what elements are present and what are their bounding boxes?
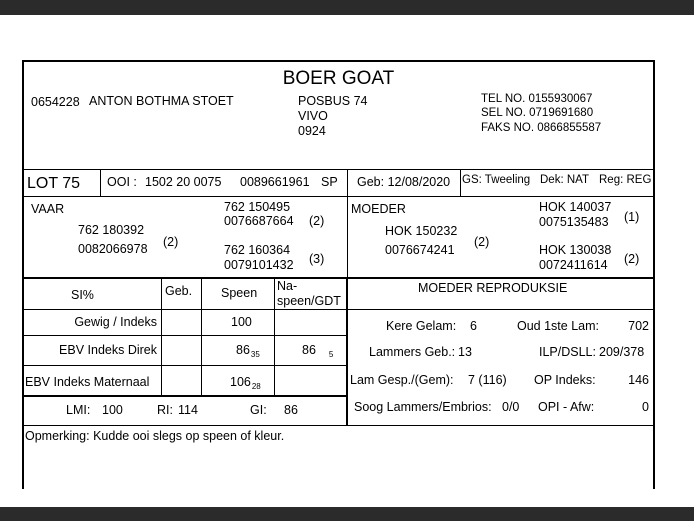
ooi-number: 1502 20 0075: [145, 175, 222, 189]
geb-header: Geb.: [165, 284, 193, 298]
lot-number: LOT 75: [27, 175, 81, 192]
sire-sire-count: (2): [309, 214, 325, 228]
sire-reg: 762 180392: [78, 223, 145, 237]
oud-label: Oud 1ste Lam:: [517, 319, 599, 333]
ooi-tag: SP: [321, 175, 338, 189]
ri-value: 114: [178, 403, 198, 417]
sire-dam-reg: 762 160364: [224, 243, 291, 257]
opi-value: 0: [642, 400, 649, 414]
dam-sire-count: (1): [624, 210, 640, 224]
speen-header: Speen: [221, 286, 258, 300]
address-line-3: 0924: [298, 124, 326, 138]
address-line-2: VIVO: [298, 109, 328, 123]
dam-dam-reg: HOK 130038: [539, 243, 612, 257]
gi-value: 86: [284, 403, 298, 417]
sire-sire-id: 0076687664: [224, 214, 294, 228]
opmerking-note: Opmerking: Kudde ooi slegs op speen of kleur.: [25, 429, 285, 443]
divider: [347, 169, 348, 196]
naspeen-header-2: speen/GDT: [277, 294, 341, 308]
sire-count: (2): [163, 235, 179, 249]
divider: [100, 169, 101, 196]
divider: [24, 196, 653, 197]
divider: [24, 335, 347, 336]
lmi-label: LMI:: [66, 403, 91, 417]
speen-subscript: 28: [251, 382, 261, 391]
birth-date: Geb: 12/08/2020: [357, 175, 451, 189]
moeder-label: MOEDER: [351, 202, 406, 216]
lmi-value: 100: [102, 403, 123, 417]
soog-value: 0/0: [502, 400, 520, 414]
divider: [24, 395, 347, 397]
ilp-value: 209/378: [599, 345, 645, 359]
speen-value: $86_{35}$: [236, 343, 260, 359]
row-label: EBV Indeks Maternaal: [25, 375, 150, 389]
ooi-id: 0089661961: [240, 175, 310, 189]
lam-gesp-value: 7 (116): [468, 373, 507, 387]
dam-sire-id: 0075135483: [539, 215, 609, 229]
dam-dam-id: 0072411614: [539, 258, 608, 272]
naspeen-subscript: 5: [328, 350, 334, 359]
sire-dam-count: (3): [309, 252, 325, 266]
naspeen-header-1: Na-: [277, 279, 298, 293]
ilp-label: ILP/DSLL:: [539, 345, 596, 359]
divider: [24, 277, 653, 279]
si-header: SI%: [71, 288, 94, 302]
divider: [274, 277, 275, 395]
sire-sire-reg: 762 150495: [224, 200, 291, 214]
divider: [24, 309, 347, 310]
divider: [161, 277, 162, 395]
faks-number: FAKS NO. 0866855587: [481, 122, 602, 134]
lammers-value: 13: [458, 345, 472, 359]
reproduksie-title: MOEDER REPRODUKSIE: [418, 281, 568, 295]
divider: [24, 365, 347, 366]
sire-dam-id: 0079101432: [224, 258, 294, 272]
soog-label: Soog Lammers/Embrios:: [354, 400, 492, 414]
gs-value: GS: Tweeling: [462, 174, 531, 186]
breeder-name: ANTON BOTHMA STOET: [89, 94, 234, 108]
speen-value: $106_{28}$: [230, 375, 261, 391]
lam-gesp-label: Lam Gesp./(Gem):: [350, 373, 454, 387]
oud-value: 702: [628, 319, 649, 333]
sire-id: 0082066978: [78, 242, 148, 256]
dek-value: Dek: NAT: [540, 174, 589, 186]
naspeen-value: 86 $_5$: [302, 343, 334, 359]
dam-dam-count: (2): [624, 252, 640, 266]
page-title: BOER GOAT: [282, 68, 395, 89]
reg-value: Reg: REG: [599, 174, 652, 186]
divider: [347, 196, 348, 277]
dam-count: (2): [474, 235, 490, 249]
row-label: EBV Indeks Direk: [59, 343, 157, 357]
dam-id: 0076674241: [385, 243, 455, 257]
divider: [24, 169, 653, 170]
gi-label: GI:: [250, 403, 267, 417]
opi-label: OPI - Afw:: [538, 400, 595, 414]
ooi-label: OOI :: [107, 175, 137, 189]
divider: [24, 425, 653, 426]
sel-number: SEL NO. 0719691680: [481, 107, 594, 119]
goat-record-card: [22, 60, 655, 489]
divider: [460, 169, 461, 196]
kere-gelam-label: Kere Gelam:: [386, 319, 457, 333]
divider: [347, 309, 653, 310]
breeder-code: 0654228: [31, 95, 80, 109]
bottom-frame-bar: [0, 507, 694, 521]
op-value: 146: [628, 373, 649, 387]
op-label: OP Indeks:: [534, 373, 596, 387]
tel-number: TEL NO. 0155930067: [481, 93, 593, 105]
divider: [346, 277, 348, 425]
ri-label: RI:: [157, 403, 173, 417]
row-label: Gewig / Indeks: [74, 315, 157, 329]
speen-value: 100: [231, 315, 252, 329]
vaar-label: VAAR: [31, 202, 65, 216]
dam-sire-reg: HOK 140037: [539, 200, 612, 214]
lammers-label: Lammers Geb.:: [369, 345, 456, 359]
top-frame-bar: [0, 0, 694, 15]
dam-reg: HOK 150232: [385, 224, 458, 238]
address-line-1: POSBUS 74: [298, 94, 368, 108]
kere-gelam-value: 6: [470, 319, 477, 333]
divider: [201, 277, 202, 395]
speen-subscript: 35: [250, 350, 260, 359]
